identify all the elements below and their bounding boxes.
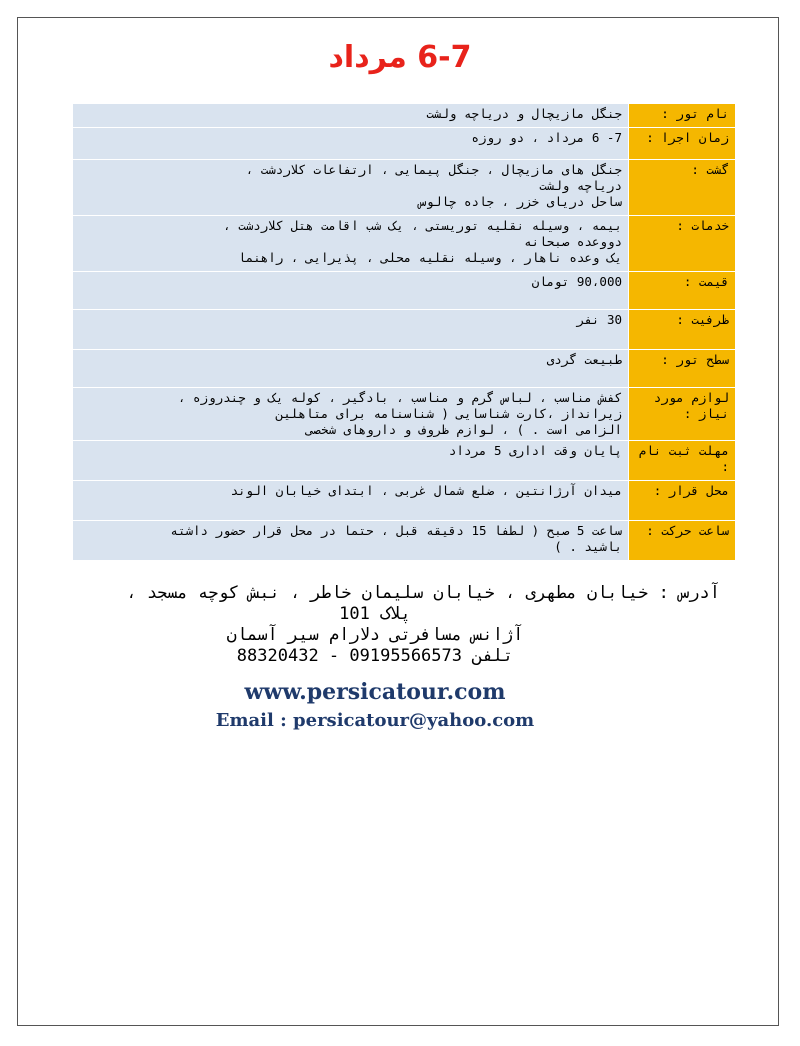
- tour-row: [73, 272, 736, 310]
- tour-row: [73, 441, 736, 481]
- row-value-line: ساعت 5 صبح ( لطفا 15 دقیقه قبل ، حتما در محل قرار حضور داشته: [170, 523, 622, 538]
- row-value: [73, 160, 629, 216]
- email-link[interactable]: Email : persicatour@yahoo.com: [215, 710, 535, 731]
- tour-row: [73, 160, 736, 216]
- row-label: نام تور :: [629, 104, 736, 128]
- row-value-line: دریاچه ولشت: [539, 178, 622, 193]
- row-value-line: بیمه ، وسیله نقلیه توریستی ، یک شب اقامت هتل کلاردشت ،: [223, 218, 622, 233]
- row-label: گشت :: [629, 160, 736, 216]
- row-value: [73, 441, 629, 481]
- row-value-line: باشید . ): [554, 539, 622, 554]
- row-value-line: 7- 6 مرداد ، دو روزه: [471, 130, 622, 145]
- row-value-line: جنگل مازیچال و دریاچه ولشت: [426, 106, 622, 121]
- row-value-line: جنگل های مازیچال ، جنگل پیمایی ، ارتفاعات کلاردشت ،: [245, 162, 622, 177]
- tour-info-table: [72, 103, 736, 561]
- tour-row: [73, 481, 736, 521]
- row-label: مهلت ثبت نام :: [629, 441, 736, 481]
- row-value: [73, 521, 629, 561]
- row-label: لوازم مورد نیاز :: [629, 388, 736, 441]
- tour-row: [73, 521, 736, 561]
- row-value-line: 30 نفر: [576, 312, 622, 327]
- row-value-line: 90،000 تومان: [531, 274, 622, 289]
- row-value-line: زیرانداز ،کارت شناسایی ( شناسنامه برای متاهلین: [275, 406, 622, 421]
- row-value-line: میدان آرژانتین ، ضلع شمال غربی ، ابتدای خیابان الوند: [230, 483, 622, 498]
- row-label: ساعت حرکت :: [629, 521, 736, 561]
- row-value: [73, 350, 629, 388]
- row-value: [73, 104, 629, 128]
- tour-row: [73, 104, 736, 128]
- address-line: آدرس : خیابان مطهری ، خیابان سلیمان خاطر ، نبش کوچه مسجد ،: [126, 583, 720, 603]
- page-title: 6-7 مرداد: [328, 40, 472, 75]
- row-label: قیمت :: [629, 272, 736, 310]
- tour-row: [73, 216, 736, 272]
- tour-row: [73, 388, 736, 441]
- row-value-line: الزامی است . ) ، لوازم ظروف و داروهای شخصی: [305, 422, 622, 437]
- row-label: ظرفیت :: [629, 310, 736, 350]
- row-value-line: طبیعت گردی: [546, 352, 622, 367]
- row-value-line: یک وعده ناهار ، وسیله نقلیه محلی ، پذیرایی ، راهنما: [238, 250, 622, 265]
- row-value-line: ساحل دریای خزر ، جاده چالوس: [418, 194, 622, 209]
- row-label: زمان اجرا :: [629, 128, 736, 160]
- row-value-line: دووعده صبحانه: [524, 234, 622, 249]
- row-label: سطح تور :: [629, 350, 736, 388]
- row-label: خدمات :: [629, 216, 736, 272]
- tour-row: [73, 310, 736, 350]
- tour-row: [73, 350, 736, 388]
- phone-numbers: تلفن 09195566573 - 88320432: [236, 646, 514, 666]
- row-value-line: پایان وقت اداری 5 مرداد: [448, 443, 622, 458]
- row-value: [73, 128, 629, 160]
- row-value: [73, 310, 629, 350]
- address-plaque: پلاک 101: [339, 604, 411, 624]
- agency-name: آژانس مسافرتی دلارام سیر آسمان: [226, 625, 524, 645]
- row-value: [73, 272, 629, 310]
- tour-row: [73, 128, 736, 160]
- row-value: [73, 216, 629, 272]
- website-link[interactable]: www.persicatour.com: [244, 679, 506, 705]
- row-label: محل قرار :: [629, 481, 736, 521]
- row-value: [73, 388, 629, 441]
- contact-info: [30, 583, 720, 667]
- row-value: [73, 481, 629, 521]
- row-value-line: کفش مناسب ، لباس گرم و مناسب ، بادگیر ، کوله یک و چندروزه ،: [177, 390, 622, 405]
